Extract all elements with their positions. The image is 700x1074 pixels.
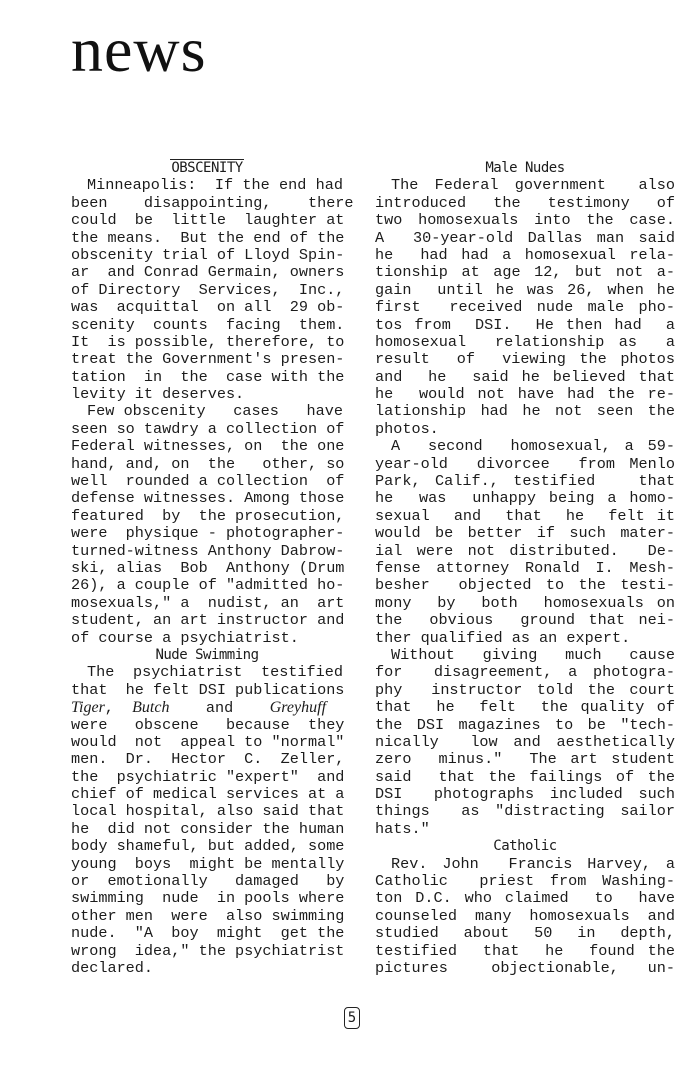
text-line: he was unhappy being a homo-	[375, 489, 675, 508]
paragraph	[375, 438, 675, 647]
text-line: Catholic priest from Washing-	[375, 872, 675, 891]
paragraph	[71, 717, 343, 978]
text-line: wrong idea," the psychiatrist	[71, 941, 345, 960]
text-line: Rev. John Francis Harvey, a	[391, 854, 675, 873]
right-column	[375, 160, 675, 977]
text-line: A second homosexual, a 59-	[391, 437, 675, 456]
text-line: could be little laughter at	[71, 211, 345, 230]
text-line: result of viewing the photos	[375, 350, 675, 369]
text-line: nude. "A boy might get the	[71, 924, 345, 943]
paragraph	[375, 856, 675, 978]
text-line: The psychiatrist testified	[87, 663, 343, 682]
text-line: Minneapolis: If the end had	[87, 176, 343, 195]
subheading-male-nudes: Male Nudes	[485, 160, 565, 176]
text-line: he had had a homosexual rela-	[375, 245, 675, 264]
text-line: declared.	[71, 958, 154, 977]
text-line: would not appeal to "normal"	[71, 732, 345, 751]
text-line: pictures objectionable, un-	[375, 958, 675, 977]
paragraph	[375, 647, 675, 838]
text-line: tionship at age 12, but not a-	[375, 263, 675, 282]
text-line: things as "distracting sailor	[375, 802, 675, 821]
text-line: or emotionally damaged by	[71, 872, 345, 891]
text-line: besher objected to the testi-	[375, 576, 675, 595]
text-line: ial were not distributed. De-	[375, 541, 675, 560]
publication-titles-line	[71, 699, 343, 716]
text-line: ski, alias Bob Anthony (Drum	[71, 558, 345, 577]
text-line: year-old divorcee from Menlo	[375, 454, 675, 473]
text-line: studied about 50 in depth,	[375, 924, 675, 943]
text-line: the psychiatric "expert" and	[71, 767, 345, 786]
text-line: photos.	[375, 419, 439, 438]
text-line: body shameful, but added, some	[71, 837, 345, 856]
text-line: two homosexuals into the case.	[375, 211, 675, 230]
text-line: phy instructor told the court	[375, 680, 675, 699]
publication-title: Tiger	[71, 699, 105, 717]
heading-text: OBSCENITY	[171, 160, 243, 176]
paragraph	[375, 177, 675, 438]
text-line: It is possible, therefore, to	[71, 332, 345, 351]
text-line: were obscene because they	[71, 715, 345, 734]
text-line: men. Dr. Hector C. Zeller,	[71, 750, 345, 769]
text-line: mony by both homosexuals on	[375, 593, 675, 612]
text-line: ton D.C. who claimed to have	[375, 889, 675, 908]
text-line: hats."	[375, 819, 430, 838]
text-line: treat the Government's presen-	[71, 350, 345, 369]
paragraph	[71, 403, 343, 646]
text-line: DSI photographs included such	[375, 785, 675, 804]
text-line: seen so tawdry a collection of	[71, 419, 345, 438]
publication-title: Greyhuff	[269, 699, 327, 717]
text-line: young boys might be mentally	[71, 854, 345, 873]
text-line: lationship had he not seen the	[375, 402, 675, 421]
text-line: chief of medical services at a	[71, 785, 345, 804]
text-line: Few obscenity cases have	[87, 402, 343, 421]
text-line: The Federal government also	[391, 176, 675, 195]
text-line: been disappointing, there	[71, 193, 354, 212]
text-line: defense witnesses. Among those	[71, 489, 345, 508]
text-line: of course a psychiatrist.	[71, 628, 299, 647]
page-number-box: 5	[344, 1007, 360, 1029]
text-line: ther qualified as an expert.	[375, 628, 631, 647]
text-line: mosexuals," a nudist, an art	[71, 593, 345, 612]
text-line: and he said he believed that	[375, 367, 675, 386]
text-line: swimming nude in pools where	[71, 889, 345, 908]
text-line: introduced the testimony of	[375, 193, 675, 212]
text-line: first received nude male pho-	[375, 298, 675, 317]
text-line: Federal witnesses, on the one	[71, 437, 345, 456]
text-line: he did not consider the human	[71, 819, 345, 838]
text-line: that he felt DSI publications	[71, 680, 345, 699]
text-line: fense attorney Ronald I. Mesh-	[375, 558, 675, 577]
text-line: other men were also swimming	[71, 906, 345, 925]
section-heading-obscenity	[71, 160, 343, 177]
text-line: he would not have had the re-	[375, 385, 675, 404]
text-line: the obvious ground that nei-	[375, 611, 675, 630]
text-line: zero minus." The art student	[375, 750, 675, 769]
text-line: would be better if such mater-	[375, 524, 675, 543]
text-line: obscenity trial of Lloyd Spin-	[71, 245, 345, 264]
text-line: of Directory Services, Inc.,	[71, 280, 345, 299]
text-line: tos from DSI. He then had a	[375, 315, 675, 334]
publication-title: Butch	[132, 699, 170, 717]
paragraph	[71, 176, 354, 404]
text-line: that he felt the quality of	[375, 698, 675, 717]
text-line: gain until he was 26, when he	[375, 280, 675, 299]
masthead-title: news	[71, 14, 207, 85]
text-line: 26), a couple of "admitted ho-	[71, 576, 345, 595]
text-line: hand, and, on the other, so	[71, 454, 345, 473]
left-column	[71, 160, 354, 977]
text-line: Without giving much cause	[391, 645, 675, 664]
text-line: counseled many homosexuals and	[375, 906, 675, 925]
text-line: for disagreement, a photogra-	[375, 663, 675, 682]
text-line: well rounded a collection of	[71, 472, 345, 491]
text-line: the DSI magazines to be "tech-	[375, 715, 675, 734]
separator: ,	[104, 699, 133, 718]
subheading-nude-swimming: Nude Swimming	[155, 646, 259, 663]
text-line: scenity counts facing them.	[71, 315, 345, 334]
text-line: tation in the case with the	[71, 367, 345, 386]
subheading-catholic: Catholic	[493, 838, 557, 855]
text-line: A 30-year-old Dallas man said	[375, 228, 675, 247]
text-line: said that the failings of the	[375, 767, 675, 786]
text-line: homosexual relationship as a	[375, 332, 675, 351]
text-line: levity it deserves.	[71, 385, 245, 404]
text-line: were physique - photographer-	[71, 524, 345, 543]
text-line: student, an art instructor and	[71, 611, 345, 630]
text-line: was acquittal on all 29 ob-	[71, 298, 345, 317]
text-line: local hospital, also said that	[71, 802, 345, 821]
text-line: ar and Conrad Germain, owners	[71, 263, 345, 282]
text-line: turned-witness Anthony Dabrow-	[71, 541, 345, 560]
text-line: the means. But the end of the	[71, 228, 345, 247]
text-line: testified that he found the	[375, 941, 675, 960]
text-line: Park, Calif., testified that	[375, 472, 675, 491]
text-line: featured by the prosecution,	[71, 506, 345, 525]
separator: and	[169, 699, 270, 718]
text-line: sexual and that he felt it	[375, 506, 675, 525]
text-line: nically low and aesthetically	[375, 732, 675, 751]
